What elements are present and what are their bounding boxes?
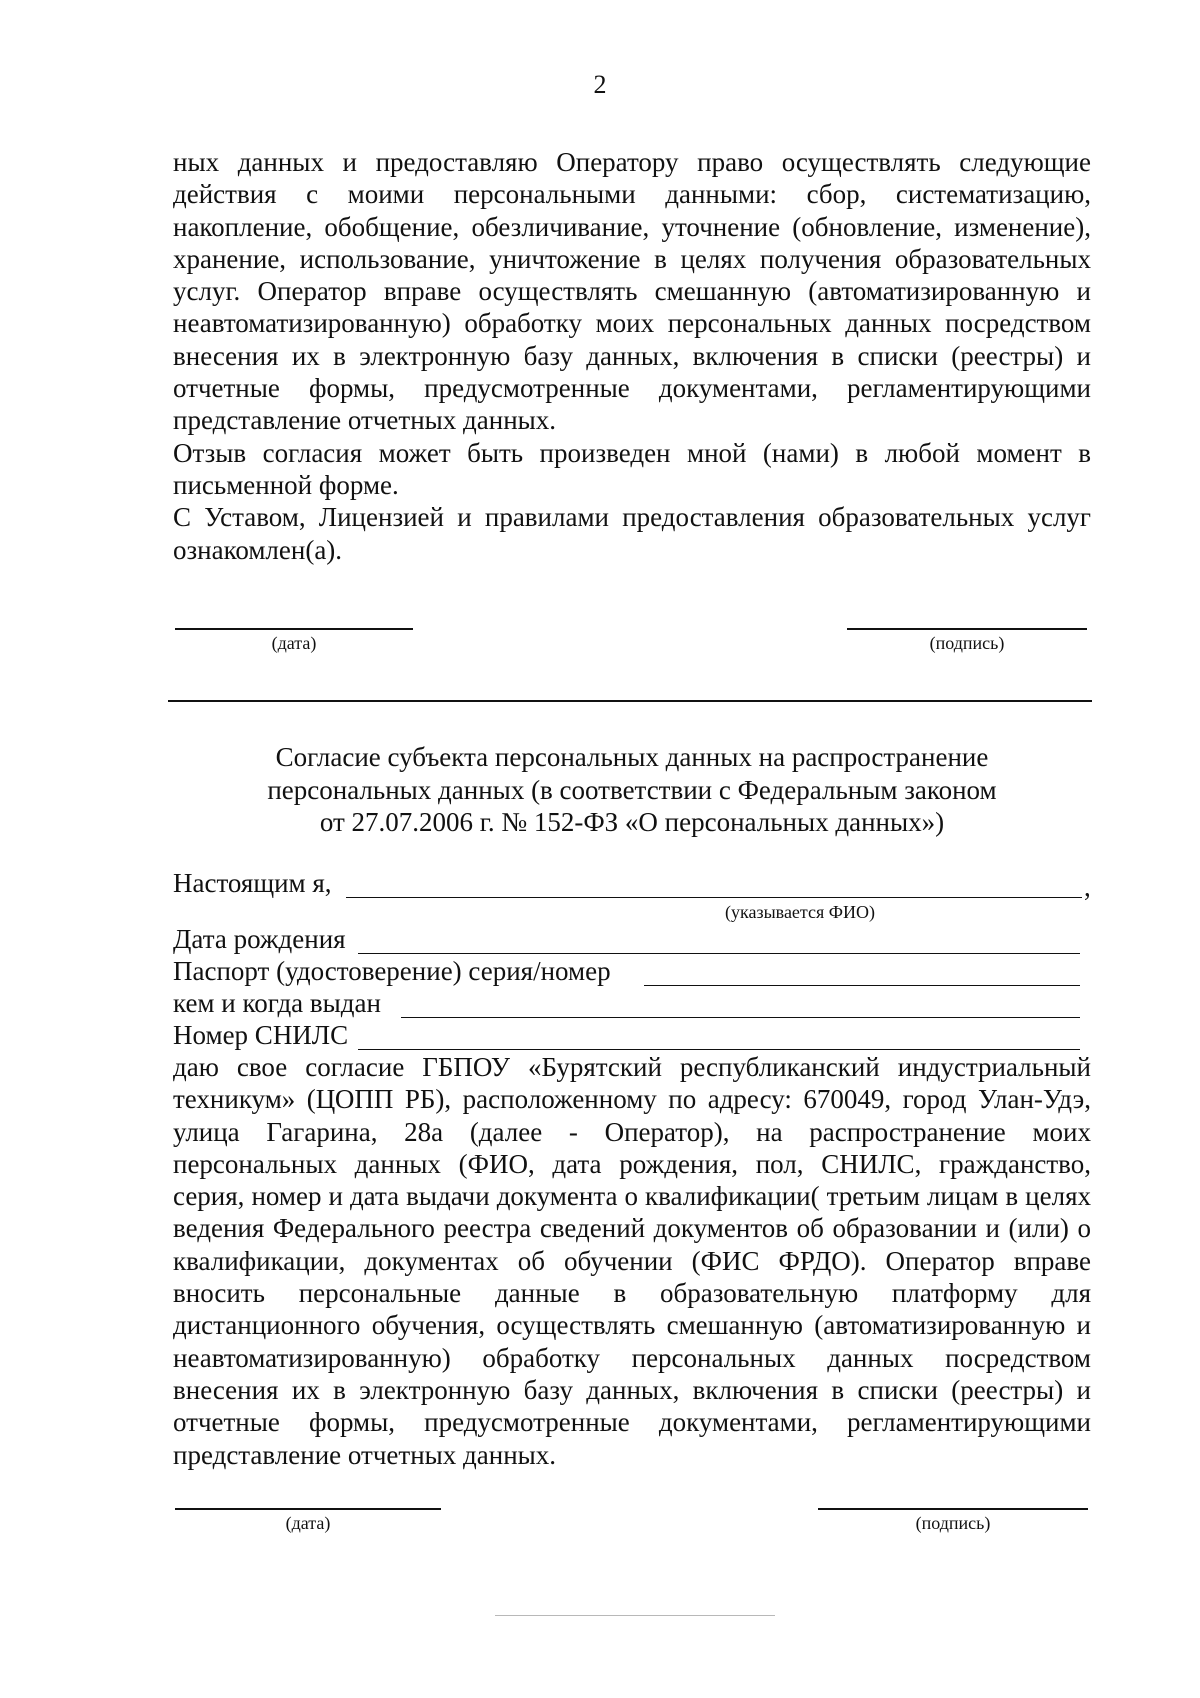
consent-body xyxy=(173,1051,1091,1471)
consent-signature-line xyxy=(818,1508,1088,1510)
birth-date-label: Дата рождения xyxy=(173,924,346,954)
date-signature-line xyxy=(175,628,413,630)
name-field-caption: (указывается ФИО) xyxy=(725,902,875,922)
consent-heading xyxy=(173,741,1091,839)
name-field-comma: , xyxy=(1084,872,1091,902)
issued-by-line[interactable] xyxy=(401,1017,1080,1018)
continuation-paragraph-2: Отзыв согласия может быть произведен мной (нами) в любой момент в письменной форме. xyxy=(173,437,1091,500)
date-caption: (дата) xyxy=(271,633,317,653)
birth-date-line[interactable] xyxy=(358,953,1080,954)
consent-heading-line-3: от 27.07.2006 г. № 152-ФЗ «О персональных данных») xyxy=(319,807,945,837)
snils-line[interactable] xyxy=(358,1049,1080,1050)
continuation-paragraph-3: С Уставом, Лицензией и правилами предоставления образовательных услуг ознакомлен(а). xyxy=(173,502,1091,565)
consent-signature-caption: (подпись) xyxy=(915,1513,991,1533)
consent-body-paragraph: даю свое согласие ГБПОУ «Бурятский республиканский индустриальный техникум» (ЦОПП РБ), расположенному по адресу: 670049, город Улан-Удэ, улица Гагарина, 28а (далее - Оператор), на распространение моих персональных данных (ФИО, дата рождения, пол, СНИЛС, гражданство, серия, номер и дата выдачи документа о квалификации( третьим лицам в целях ведения Федерального реестра сведений документов об образовании и (или) о квалификации, документах об обучении (ФИС ФРДО). Оператор вправе вносить персональные данные в образовательную платформу для дистанционного обучения, осуществлять смешанную (автоматизированную и неавтоматизированную) обработку персональных данных посредством внесения их в электронную базу данных, включения в списки (реестры) и отчетные формы, предусмотренные документами, регламентирующими представление отчетных данных. xyxy=(173,1052,1091,1470)
consent-heading-line-1: Согласие субъекта персональных данных на распространение xyxy=(275,742,989,772)
consent-date-caption: (дата) xyxy=(285,1513,331,1533)
passport-label: Паспорт (удостоверение) серия/номер xyxy=(173,956,611,986)
snils-label: Номер СНИЛС xyxy=(173,1020,349,1050)
name-field-line[interactable] xyxy=(346,897,1082,898)
passport-line[interactable] xyxy=(644,985,1080,986)
continuation-text xyxy=(173,146,1091,566)
footer-rule xyxy=(495,1615,775,1616)
consent-heading-line-2: персональных данных (в соответствии с Федеральным законом xyxy=(267,774,997,805)
continuation-paragraph-1: ных данных и предоставляю Оператору право осуществлять следующие действия с моими персональными данными: сбор, систематизацию, накопление, обобщение, обезличивание, уточнение (обновление, изменение), хранение, использование, уничтожение в целях получения образовательных услуг. Оператор вправе осуществлять смешанную (автоматизированную и неавтоматизированную) обработку моих персональных данных посредством внесения их в электронную базу данных, включения в списки (реестры) и отчетные формы, предусмотренные документами, регламентирующими представление отчетных данных. xyxy=(173,147,1091,436)
consent-date-signature-line xyxy=(175,1508,441,1510)
name-field-label: Настоящим я, xyxy=(173,868,332,898)
signature-caption: (подпись) xyxy=(929,633,1005,653)
issued-by-label: кем и когда выдан xyxy=(173,988,381,1018)
section-divider xyxy=(168,700,1092,702)
page-number: 2 xyxy=(593,70,607,99)
signature-line xyxy=(847,628,1087,630)
